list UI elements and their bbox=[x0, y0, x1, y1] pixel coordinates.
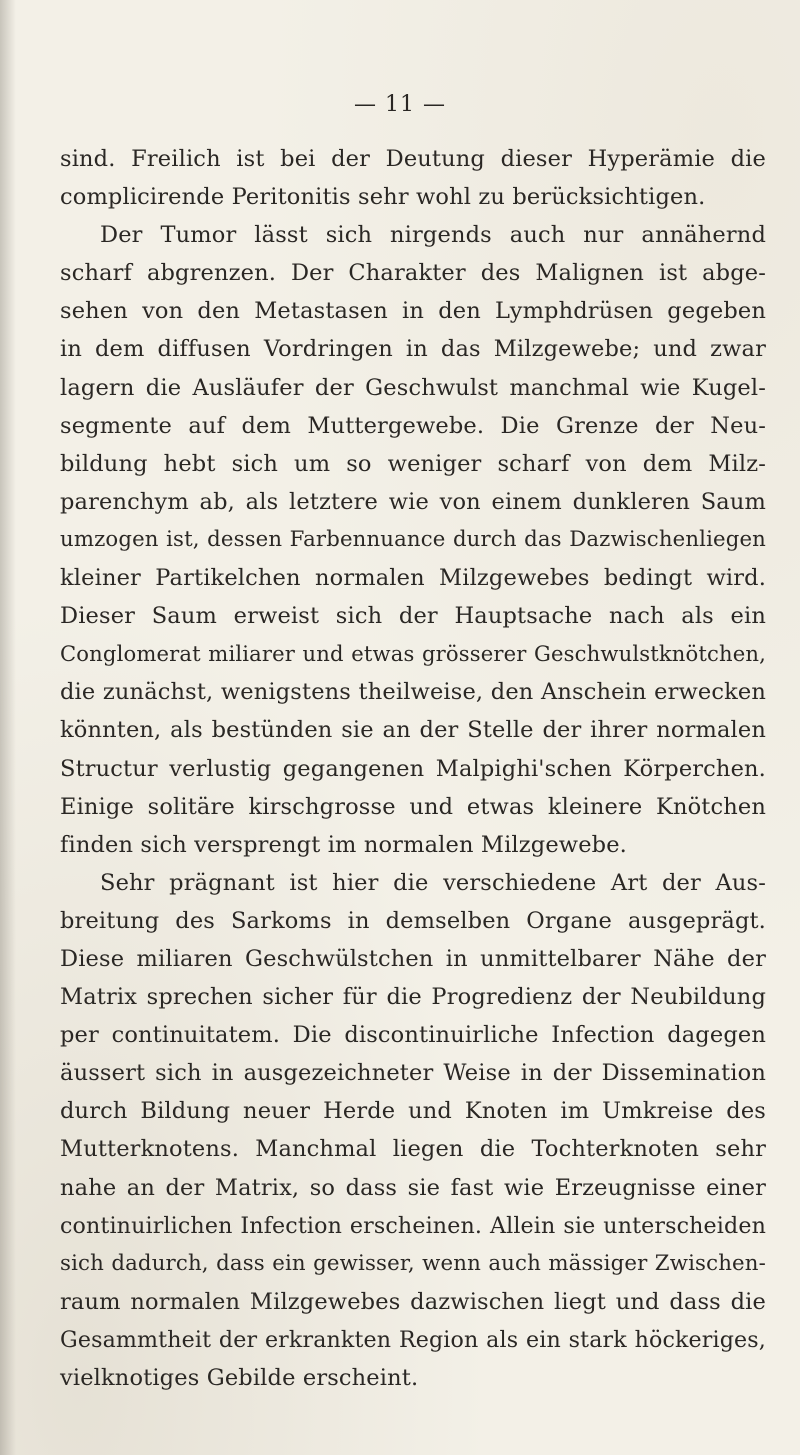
text-line: scharf abgrenzen. Der Charakter des Malignen ist abge- bbox=[60, 260, 766, 287]
text-line: in dem diffusen Vordringen in das Milzgewebe; und zwar bbox=[60, 336, 766, 363]
text-line: breitung des Sarkoms in demselben Organe ausgeprägt. bbox=[60, 907, 766, 934]
text-line: sehen von den Metastasen in den Lymphdrüsen gegeben bbox=[60, 298, 766, 325]
text-line: Der Tumor lässt sich nirgends auch nur annähernd bbox=[100, 222, 766, 249]
text-line: Diese miliaren Geschwülstchen in unmittelbarer Nähe der bbox=[60, 945, 766, 972]
text-line: per continuitatem. Die discontinuirliche Infection dagegen bbox=[60, 1022, 766, 1049]
text-line: kleiner Partikelchen normalen Milzgewebes bedingt wird. bbox=[60, 565, 766, 592]
text-line: die zunächst, wenigstens theilweise, den Anschein erwecken bbox=[60, 679, 766, 706]
text-line: Dieser Saum erweist sich der Hauptsache nach als ein bbox=[60, 603, 766, 630]
text-line: raum normalen Milzgewebes dazwischen liegt und dass die bbox=[60, 1288, 766, 1315]
text-line: vielknotiges Gebilde erscheint. bbox=[60, 1365, 419, 1391]
text-line: durch Bildung neuer Herde und Knoten im Umkreise des bbox=[60, 1098, 766, 1125]
text-line: Einige solitäre kirschgrosse und etwas kleinere Knötchen bbox=[60, 793, 766, 820]
text-line: sind. Freilich ist bei der Deutung dieser Hyperämie die bbox=[60, 146, 766, 172]
text-line: Matrix sprechen sicher für die Progredienz der Neubildung bbox=[60, 984, 766, 1011]
page-number: — 11 — bbox=[354, 92, 446, 117]
text-line: Conglomerat miliarer und etwas grösserer Geschwulstknötchen, bbox=[60, 641, 766, 667]
text-line: Structur verlustig gegangenen Malpighi'schen Körperchen. bbox=[60, 755, 766, 782]
text-line: Sehr prägnant ist hier die verschiedene Art der Aus- bbox=[100, 869, 766, 896]
text-line: bildung hebt sich um so weniger scharf von dem Milz- bbox=[60, 450, 766, 477]
text-line: continuirlichen Infection erscheinen. Allein sie unterscheiden bbox=[60, 1212, 766, 1239]
text-line: lagern die Ausläufer der Geschwulst manchmal wie Kugel- bbox=[60, 374, 766, 401]
text-line: Gesammtheit der erkrankten Region als ein stark höckeriges, bbox=[60, 1326, 766, 1353]
text-line: nahe an der Matrix, so dass sie fast wie Erzeugnisse einer bbox=[60, 1174, 766, 1201]
body-text bbox=[60, 140, 766, 1397]
text-line: Mutterknotens. Manchmal liegen die Tochterknoten sehr bbox=[60, 1136, 766, 1163]
page-edge-shadow bbox=[0, 0, 16, 1455]
text-line: umzogen ist, dessen Farbennuance durch das Dazwischenliegen bbox=[60, 526, 766, 552]
text-line: könnten, als bestünden sie an der Stelle der ihrer normalen bbox=[60, 717, 766, 744]
text-line: sich dadurch, dass ein gewisser, wenn auch mässiger Zwischen- bbox=[60, 1250, 766, 1276]
text-line: äussert sich in ausgezeichneter Weise in der Dissemination bbox=[60, 1060, 766, 1087]
text-line: finden sich versprengt im normalen Milzgewebe. bbox=[60, 831, 627, 858]
text-line: segmente auf dem Muttergewebe. Die Grenze der Neu- bbox=[60, 412, 766, 439]
text-line: complicirende Peritonitis sehr wohl zu berücksichtigen. bbox=[60, 184, 706, 211]
text-line: parenchym ab, als letztere wie von einem dunkleren Saum bbox=[60, 488, 766, 515]
